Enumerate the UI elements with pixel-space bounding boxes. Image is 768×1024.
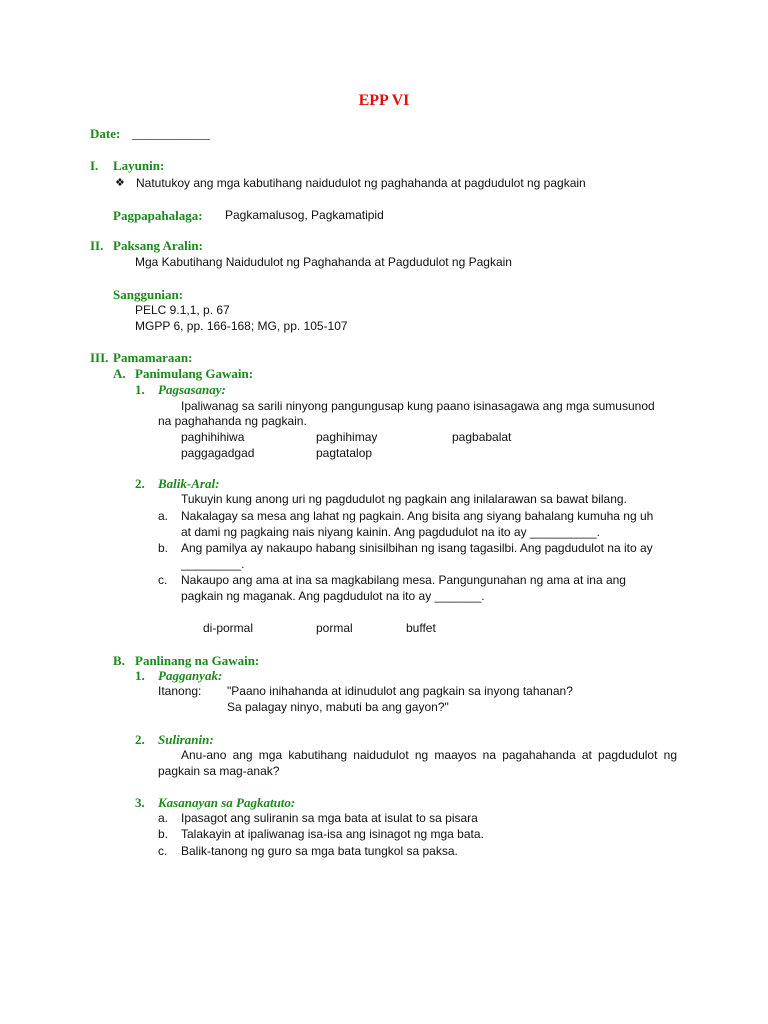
kasanayan-heading: Kasanayan sa Pagkatuto: [158, 795, 296, 810]
item-number: 2. [135, 476, 145, 491]
layunin-bullet-text: Natutukoy ang mga kabutihang naidudulot ng paghahanda at pagdudulot ng pagkain [136, 176, 586, 190]
choice-item: di-pormal [203, 621, 254, 635]
diamond-bullet-icon: ❖ [115, 177, 125, 189]
panlinang-gawain-heading: Panlinang na Gawain: [135, 653, 260, 668]
date-label: Date: [90, 126, 121, 141]
pagpapahalaga-value: Pagkamalusog, Pagkamatipid [225, 208, 384, 222]
word-item: paghihihiwa [181, 430, 245, 444]
list-letter: c. [158, 573, 168, 587]
item-number: 3. [135, 795, 145, 810]
balik-aral-a-line-1: Nakalagay sa mesa ang lahat ng pagkain. Ang bisita ang siyang bahalang kumuha ng uh [181, 509, 654, 523]
balik-aral-b-line-1: Ang pamilya ay nakaupo habang sinisilbihan ng isang tagasilbi. Ang pagdudulot na ito ay [181, 541, 653, 555]
pagsasanay-line-2: na paghahanda ng pagkain. [158, 414, 307, 428]
kasanayan-item-b: Talakayin at ipaliwanag isa-isa ang isinagot ng mga bata. [181, 827, 484, 841]
itanong-label: Itanong: [158, 684, 202, 698]
balik-aral-c-line-1: Nakaupo ang ama at ina sa magkabilang mesa. Pangungunahan ng ama at ina ang [181, 573, 626, 587]
list-letter: b. [158, 541, 169, 555]
choice-item: buffet [406, 621, 436, 635]
list-letter: a. [158, 509, 169, 523]
kasanayan-item-c: Balik-tanong ng guro sa mga bata tungkol sa paksa. [181, 844, 458, 858]
section-number-iii: III. [90, 350, 109, 365]
kasanayan-item-a: Ipasagot ang suliranin sa mga bata at isulat to sa pisara [181, 811, 478, 825]
pagsasanay-line-1: Ipaliwanag sa sarili ninyong pangungusap kung paano isinasagawa ang mga sumusunod [181, 399, 655, 413]
sanggunian-label: Sanggunian: [113, 287, 184, 302]
suliranin-line-1: Anu-ano ang mga kabutihang naidudulot ng maayos na pagahahanda at pagdudulot ng [181, 748, 677, 762]
word-item: pagbabalat [452, 430, 512, 444]
balik-aral-b-line-2: _________. [181, 557, 245, 571]
reference-1: PELC 9.1,1, p. 67 [135, 303, 230, 317]
list-letter: b. [158, 827, 169, 841]
list-letter: c. [158, 844, 168, 858]
item-number: 2. [135, 732, 145, 747]
word-item: paghihimay [316, 430, 378, 444]
layunin-heading: Layunin: [113, 158, 165, 173]
pagganyak-heading: Pagganyak: [158, 668, 223, 683]
pagganyak-question-2: Sa palagay ninyo, mabuti ba ang gayon?" [227, 700, 449, 714]
item-number: 1. [135, 668, 145, 683]
balik-aral-intro: Tukuyin kung anong uri ng pagdudulot ng pagkain ang inilalarawan sa bawat bilang. [181, 492, 627, 506]
balik-aral-heading: Balik-Aral: [158, 476, 220, 491]
reference-2: MGPP 6, pp. 166-168; MG, pp. 105-107 [135, 319, 348, 333]
balik-aral-a-line-2: at dami ng pagkaing nais niyang kainin. Ang pagdudulot na ito ay __________. [181, 525, 600, 539]
choice-item: pormal [316, 621, 353, 635]
subsection-letter-a: A. [113, 366, 126, 381]
item-number: 1. [135, 382, 145, 397]
suliranin-line-2: pagkain sa mag-anak? [158, 764, 280, 778]
section-number-ii: II. [90, 238, 104, 253]
balik-aral-c-line-2: pagkain ng maganak. Ang pagdudulot na ito ay _______. [181, 589, 485, 603]
page-title: EPP VI [358, 92, 410, 109]
word-item: pagtatalop [316, 446, 373, 460]
suliranin-heading: Suliranin: [158, 732, 214, 747]
list-letter: a. [158, 811, 169, 825]
pamamaraan-heading: Pamamaraan: [113, 350, 193, 365]
date-blank: ____________ [132, 126, 210, 141]
pagsasanay-heading: Pagsasanay: [158, 382, 226, 397]
section-number-i: I. [90, 158, 99, 173]
paksa-text: Mga Kabutihang Naidudulot ng Paghahanda at Pagdudulot ng Pagkain [135, 255, 512, 269]
panimulang-gawain-heading: Panimulang Gawain: [135, 366, 254, 381]
pagganyak-question-1: "Paano inihahanda at idinudulot ang pagkain sa inyong tahanan? [227, 684, 573, 698]
paksa-heading: Paksang Aralin: [113, 238, 203, 253]
pagpapahalaga-label: Pagpapahalaga: [113, 208, 203, 223]
subsection-letter-b: B. [113, 653, 125, 668]
word-item: paggagadgad [181, 446, 255, 460]
